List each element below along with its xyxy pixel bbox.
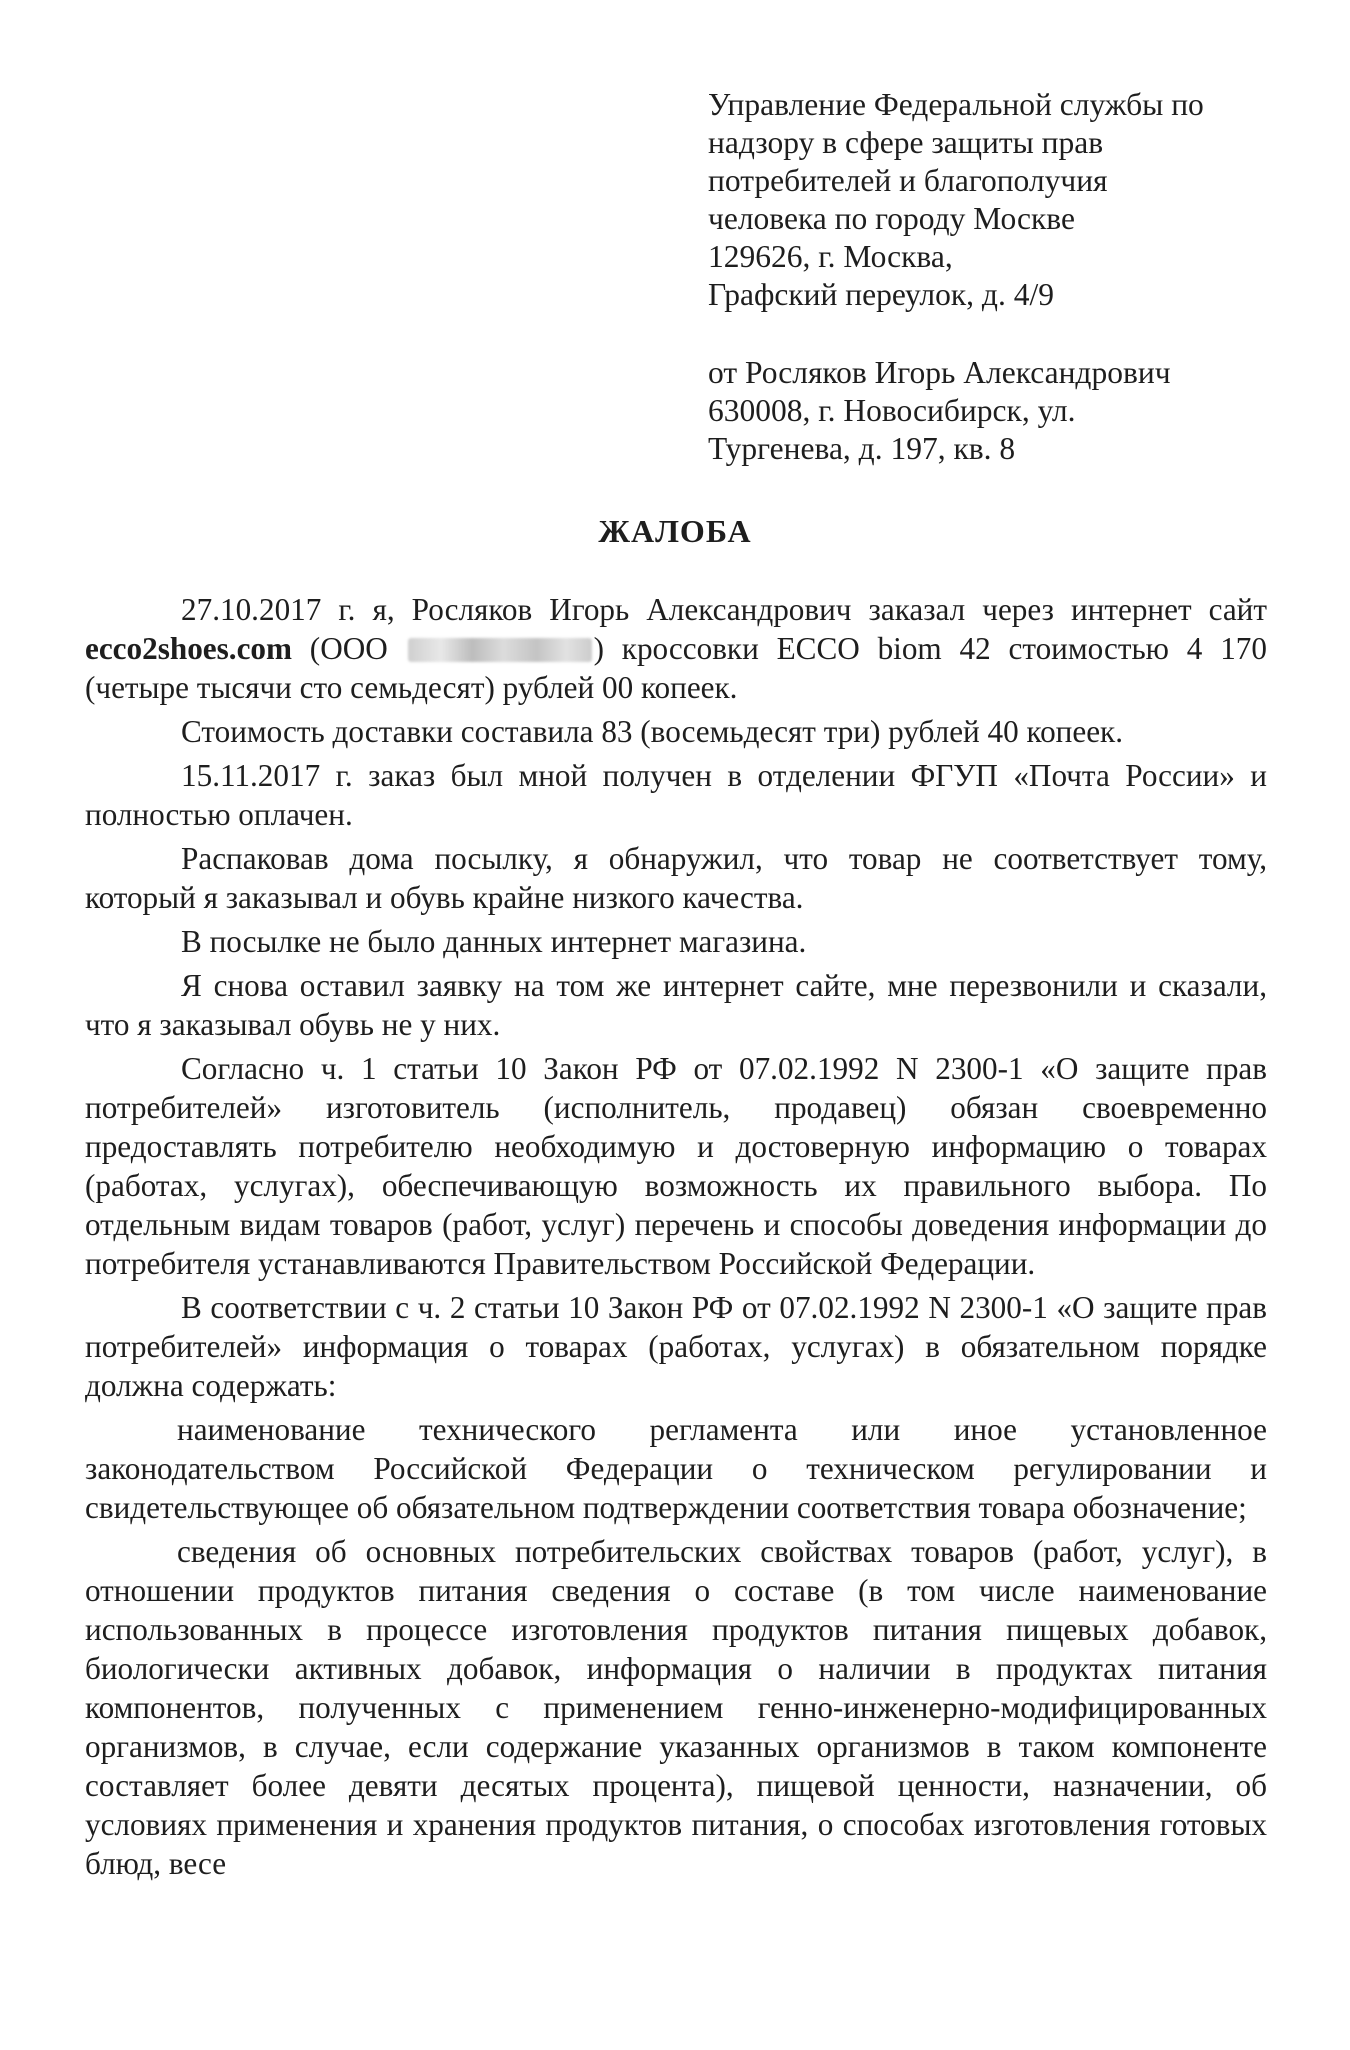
sender-line: Тургенева, д. 197, кв. 8 [708, 431, 1016, 466]
addressee-line: надзору в сфере защиты прав [708, 125, 1104, 160]
addressee-line: 129626, г. Москва, [708, 239, 953, 274]
sender-block [708, 354, 1308, 468]
paragraph-list-item-properties: сведения об основных потребительских свойствах товаров (работ, услуг), в отношении продуктов питания сведения о составе (в том числе наименование использованных в процессе изготовления продуктов питания пищевых добавок, биологически активных добавок, информация о наличии в продуктах питания компонентов, полученных с применением генно-инженерно-модифицированных организмов, в случае, если содержание указанных организмов в таком компоненте составляет более девяти десятых процента), пищевой ценности, назначении, об условиях применения и хранения продуктов питания, о способах изготовления готовых блюд, весе [85, 1534, 1267, 1881]
paragraph-law-part1: Согласно ч. 1 статьи 10 Закон РФ от 07.02.1992 N 2300-1 «О защите прав потребителей» изготовитель (исполнитель, продавец) обязан своевременно предоставлять потребителю необходимую и достоверную информацию о товарах (работах, услугах), обеспечивающую возможность их правильного выбора. По отдельным видам товаров (работ, услуг) перечень и способы доведения информации до потребителя устанавливаются Правительством Российской Федерации. [85, 1051, 1267, 1281]
order-text-tail: ) кроссовки ECCO biom 42 стоимостью 4 170 (четыре тысячи сто семьдесят) рублей 00 копеек. [85, 631, 1267, 705]
paragraph-list-item-regulation: наименование технического регламента или иное установленное законодательством Российской Федерации о техническом регулировании и свидетельствующее об обязательном подтверждении соответствия товара обозначение; [85, 1412, 1267, 1525]
addressee-line: человека по городу Москве [708, 201, 1075, 236]
sender-line: 630008, г. Новосибирск, ул. [708, 393, 1076, 428]
document-body [85, 590, 1267, 1883]
addressee-line: Управление Федеральной службы по [708, 87, 1204, 122]
order-text: 27.10.2017 г. я, Росляков Игорь Александрович заказал через интернет сайт [181, 592, 1267, 627]
sender-line: от Росляков Игорь Александрович [708, 355, 1171, 390]
paragraph-delivery: Стоимость доставки составила 83 (восемьдесят три) рублей 40 копеек. [181, 714, 1123, 749]
org-prefix: (ООО [291, 631, 406, 666]
paragraph-no-data: В посылке не было данных интернет магазина. [181, 924, 807, 959]
paragraph-repeat-request: Я снова оставил заявку на том же интернет сайте, мне перезвонили и сказали, что я заказывал обувь не у них. [85, 968, 1267, 1042]
addressee-block [708, 86, 1308, 314]
redacted-org-name [408, 638, 592, 662]
paragraph-law-part2: В соответствии с ч. 2 статьи 10 Закон РФ от 07.02.1992 N 2300-1 «О защите прав потребителей» информация о товарах (работах, услугах) в обязательном порядке должна содержать: [85, 1290, 1267, 1403]
paragraph-unpacked: Распаковав дома посылку, я обнаружил, что товар не соответствует тому, который я заказывал и обувь крайне низкого качества. [85, 841, 1267, 915]
document-title: ЖАЛОБА [598, 513, 752, 549]
addressee-line: Графский переулок, д. 4/9 [708, 277, 1054, 312]
paragraph-order [85, 590, 1267, 707]
website-url: ecco2shoes.com [85, 631, 292, 666]
paragraph-received: 15.11.2017 г. заказ был мной получен в отделении ФГУП «Почта России» и полностью оплачен. [85, 758, 1267, 832]
addressee-line: потребителей и благополучия [708, 163, 1108, 198]
